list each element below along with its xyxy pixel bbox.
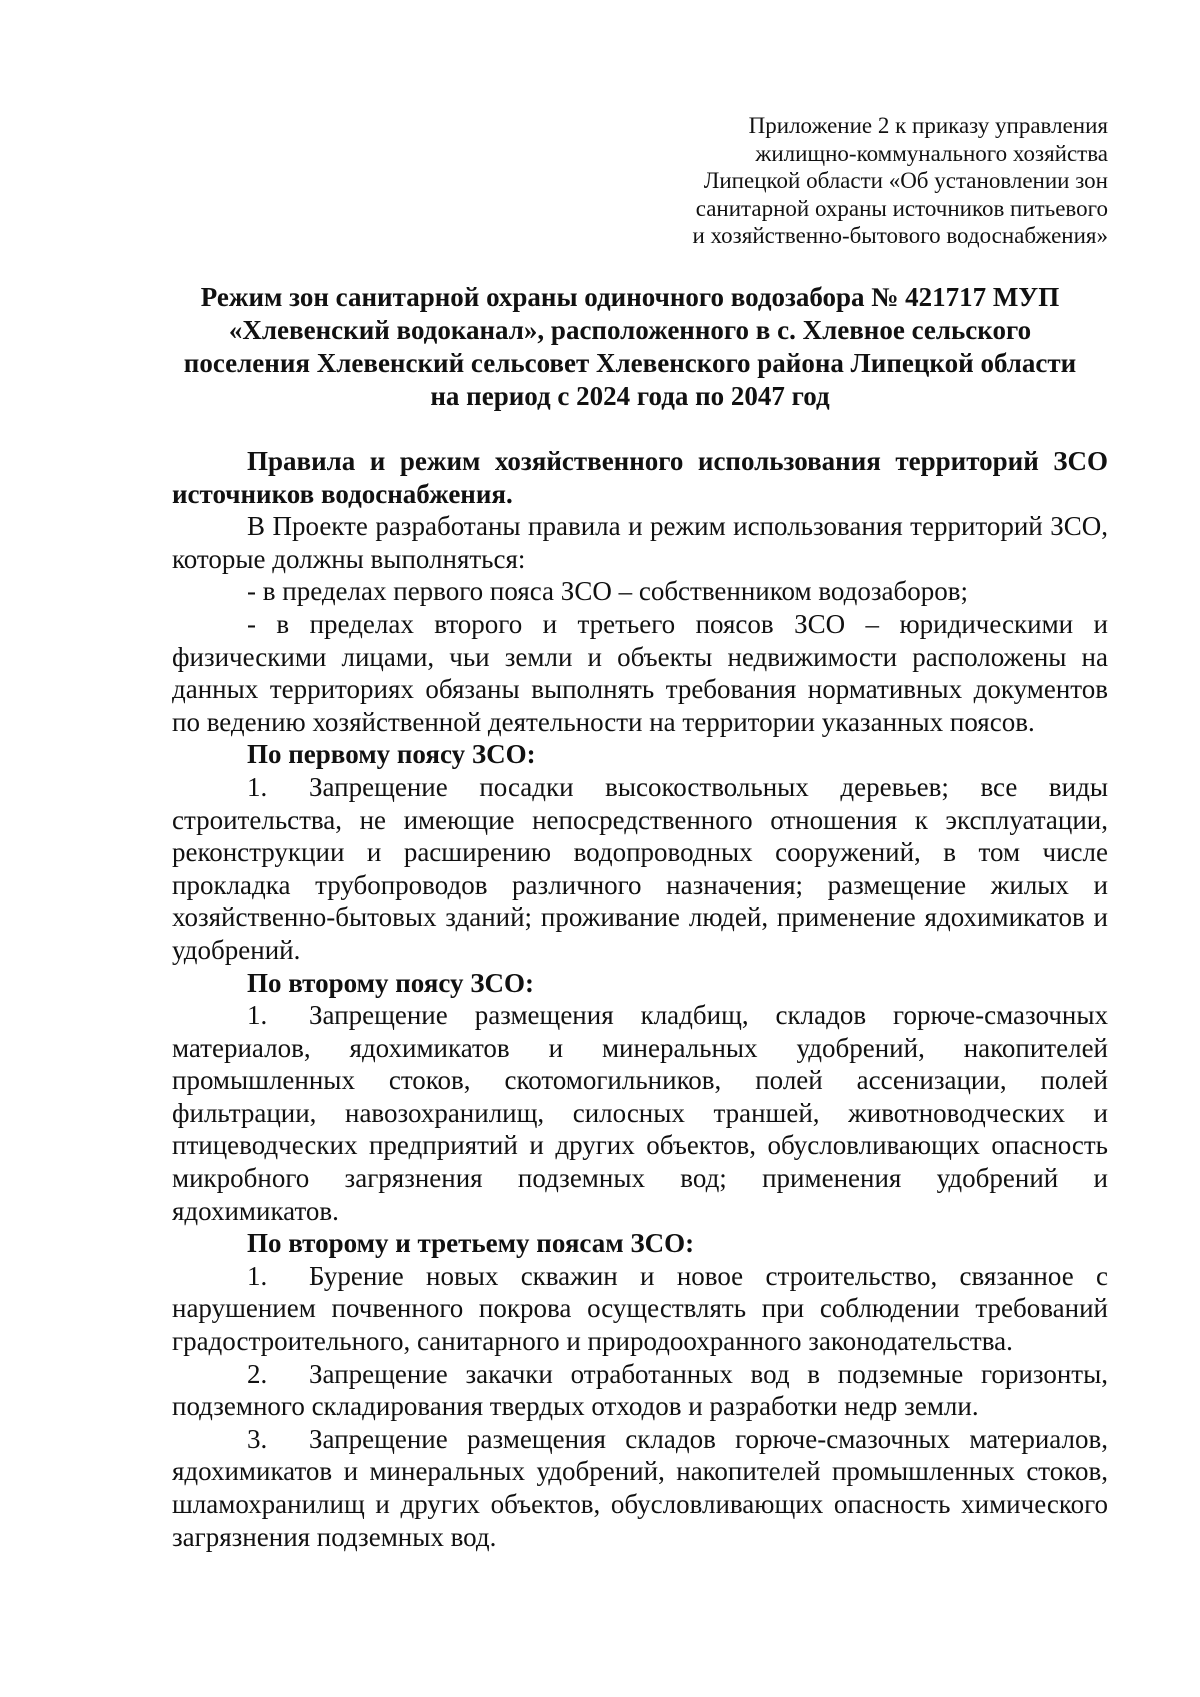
title-line: на период с 2024 года по 2047 год [430, 381, 830, 411]
title-line: поселения Хлевенский сельсовет Хлевенского района Липецкой области [183, 348, 1077, 378]
item-number: 1. [247, 1000, 268, 1031]
item-text: Запрещение размещения складов горюче-смазочных материалов, ядохимикатов и минеральных удобрений, накопителей промышленных стоков, шламохранилищ и других объектов, обусловливающих опасность химического загрязнения подземных вод. [172, 1423, 1108, 1552]
appendix-note [640, 112, 1108, 250]
item-text: Запрещение посадки высокоствольных деревьев; все виды строительства, не имеющие непосредственного отношения к эксплуатации, реконструкции и расширению водопроводных сооружений, в том числе прокладка трубопроводов различного назначения; размещение жилых и хозяйственно-бытовых зданий; проживание людей, применение ядохимикатов и удобрений. [172, 771, 1108, 965]
zone23-heading: По второму и третьему поясам ЗСО: [247, 1228, 695, 1259]
document-title [150, 281, 1110, 413]
appendix-line: санитарной охраны источников питьевого [695, 195, 1108, 221]
appendix-line: Липецкой области «Об установлении зон [703, 168, 1108, 193]
zone23-item [172, 1358, 1108, 1423]
title-line: «Хлевенский водоканал», расположенного в с. Хлевное сельского [228, 315, 1032, 345]
appendix-line: жилищно-коммунального хозяйства [755, 140, 1108, 166]
zone2-item [172, 999, 1108, 1227]
appendix-line: и хозяйственно-бытового водоснабжения» [692, 223, 1108, 248]
item-text: Запрещение закачки отработанных вод в подземные горизонты, подземного складирования твердых отходов и разработки недр земли. [172, 1358, 1108, 1422]
zone2-heading: По второму поясу ЗСО: [247, 967, 534, 998]
item-text: Запрещение размещения кладбищ, складов горюче-смазочных материалов, ядохимикатов и минеральных удобрений, накопителей промышленных стоков, скотомогильников, полей ассенизации, полей фильтрации, навозохранилищ, силосных траншей, животноводческих и птицеводческих предприятий и других объектов, обусловливающих опасность микробного загрязнения подземных вод; применения удобрений и ядохимикатов. [172, 1000, 1108, 1226]
title-line: Режим зон санитарной охраны одиночного водозабора № 421717 МУП [200, 282, 1060, 312]
zone23-item [172, 1423, 1108, 1553]
rules-bullet: - в пределах второго и третьего поясов ЗСО – юридическими и физическими лицами, чьи земли и объекты недвижимости расположены на данных территориях обязаны выполнять требования нормативных документов по ведению хозяйственной деятельности на территории указанных поясов. [172, 608, 1108, 737]
item-number: 3. [247, 1423, 268, 1454]
rules-heading: Правила и режим хозяйственного использования территорий ЗСО источников водоснабжения. [172, 446, 1108, 509]
appendix-line: Приложение 2 к приказу управления [748, 113, 1108, 138]
rules-intro: В Проекте разработаны правила и режим использования территорий ЗСО, которые должны выполняться: [172, 511, 1108, 574]
zone1-item [172, 771, 1108, 967]
item-number: 1. [247, 771, 268, 802]
item-number: 1. [247, 1260, 268, 1291]
item-text: Бурение новых скважин и новое строительство, связанное с нарушением почвенного покрова осуществлять при соблюдении требований градостроительного, санитарного и природоохранного законодательства. [172, 1260, 1108, 1357]
zone1-heading: По первому поясу ЗСО: [247, 739, 536, 770]
document-body [172, 445, 1108, 1553]
rules-bullet: - в пределах первого пояса ЗСО – собственником водозаборов; [247, 576, 968, 607]
zone23-item [172, 1260, 1108, 1358]
item-number: 2. [247, 1358, 268, 1389]
